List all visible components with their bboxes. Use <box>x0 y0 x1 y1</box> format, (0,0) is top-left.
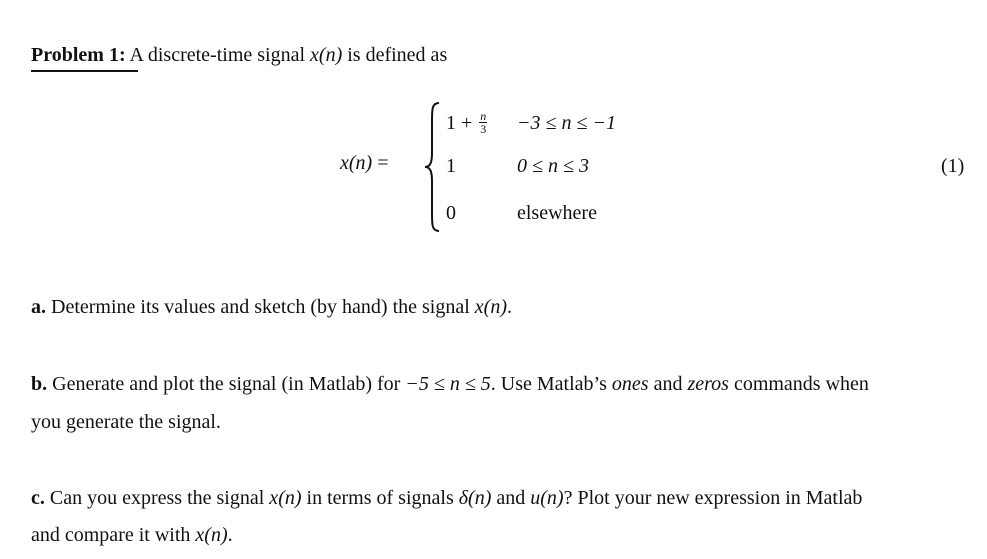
part-c-line-2-signal: x <box>195 524 205 546</box>
u-arg: (n) <box>540 487 564 509</box>
case-1-one: 1 + <box>446 112 473 134</box>
problem-intro-end: is defined as <box>347 44 448 66</box>
delta-symbol: δ <box>458 487 469 509</box>
left-brace <box>423 101 445 233</box>
equation-lhs <box>340 152 389 175</box>
fraction-numerator: n <box>480 108 487 123</box>
signal-symbol: x <box>310 44 319 66</box>
part-b-text-1: Generate and plot the signal (in Matlab) for <box>52 373 401 395</box>
part-b-and: and <box>653 373 683 395</box>
part-a <box>31 296 512 319</box>
part-b-line-1 <box>31 373 869 396</box>
part-b-line-2: you generate the signal. <box>31 411 221 433</box>
part-b-text-3: commands when <box>733 373 869 395</box>
part-b-range: −5 ≤ n ≤ 5 <box>405 373 491 395</box>
part-c-line-2-arg: (n) <box>204 524 228 546</box>
signal-arg: (n) <box>318 44 343 66</box>
zeros-command: zeros <box>687 373 729 395</box>
part-c-text-1: Can you express the signal <box>49 487 265 509</box>
case-2-condition: 0 ≤ n ≤ 3 <box>517 155 589 177</box>
part-c-label: c. <box>31 487 45 509</box>
part-a-signal: x <box>474 296 484 318</box>
problem-label: Problem 1: <box>31 44 126 66</box>
fraction-denominator: 3 <box>480 121 487 136</box>
equation-number: (1) <box>941 155 965 177</box>
part-a-period: . <box>507 296 512 318</box>
problem-heading-line <box>31 44 447 67</box>
part-c-text-2: in terms of signals <box>306 487 454 509</box>
part-b-text-2: . Use Matlab’s <box>490 373 607 395</box>
part-c-line-1 <box>31 487 862 510</box>
part-b-label: b. <box>31 373 48 395</box>
part-a-label: a. <box>31 296 46 318</box>
case-3-expr: 0 <box>446 202 456 224</box>
case-3-condition: elsewhere <box>517 202 597 224</box>
case-1-expr <box>446 108 487 136</box>
heading-underline <box>31 70 138 72</box>
part-c-text-3: ? Plot your new expression in Matlab <box>563 487 863 509</box>
equals-sign: = <box>377 152 389 174</box>
ones-command: ones <box>611 373 649 395</box>
part-c-signal: x <box>269 487 279 509</box>
part-c-line-2 <box>31 524 233 547</box>
part-c-and: and <box>496 487 526 509</box>
lhs-arg: (n) <box>348 152 373 174</box>
part-c-arg: (n) <box>278 487 302 509</box>
u-symbol: u <box>530 487 541 509</box>
case-2-expr: 1 <box>446 155 456 177</box>
case-1-condition: −3 ≤ n ≤ −1 <box>517 112 616 134</box>
problem-intro: A discrete-time signal <box>129 44 306 66</box>
part-c-line-2-period: . <box>227 524 233 546</box>
part-a-arg: (n) <box>483 296 507 318</box>
delta-arg: (n) <box>468 487 492 509</box>
part-c-line-2-text: and compare it with <box>31 524 191 546</box>
fraction-n-over-3 <box>479 110 487 135</box>
lhs-signal: x <box>340 152 349 174</box>
part-a-text: Determine its values and sketch (by hand) the signal <box>51 296 470 318</box>
